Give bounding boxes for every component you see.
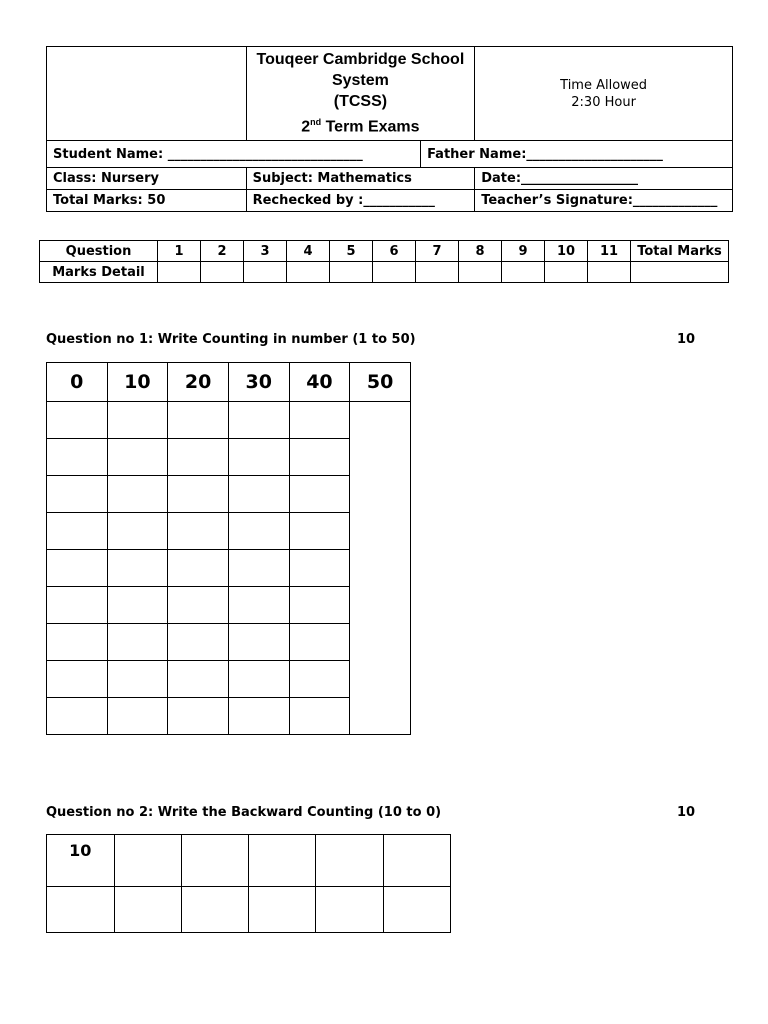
backward-grid-row — [47, 835, 451, 887]
backward-cell — [114, 835, 181, 887]
exam-term: 2nd Term Exams — [301, 117, 420, 136]
school-title-cell — [246, 47, 475, 141]
counting-grid — [46, 362, 411, 735]
marks-cell — [201, 262, 244, 283]
counting-cell — [107, 698, 168, 735]
backward-cell — [383, 835, 450, 887]
counting-grid-row — [47, 402, 411, 439]
question-number-8: 8 — [459, 241, 502, 262]
father-name-field: Father Name:_____________________ — [421, 141, 733, 168]
question-number-2: 2 — [201, 241, 244, 262]
marks-cell — [588, 262, 631, 283]
counting-grid-header — [47, 363, 411, 402]
counting-cell — [107, 439, 168, 476]
counting-cell — [107, 550, 168, 587]
total-marks-label: Total Marks — [631, 241, 729, 262]
counting-cell — [107, 402, 168, 439]
marks-cell — [459, 262, 502, 283]
rechecked-by-field: Rechecked by :___________ — [246, 190, 475, 212]
total-marks-cell — [631, 262, 729, 283]
question-number-10: 10 — [545, 241, 588, 262]
counting-cell — [228, 698, 289, 735]
counting-cell — [168, 661, 229, 698]
school-abbreviation: (TCSS) — [333, 93, 388, 111]
marks-cell — [373, 262, 416, 283]
counting-header-30: 30 — [228, 363, 289, 402]
marks-cell — [502, 262, 545, 283]
counting-cell — [289, 550, 350, 587]
counting-cell — [47, 476, 108, 513]
marks-question-row — [40, 241, 729, 262]
question-number-6: 6 — [373, 241, 416, 262]
backward-cell — [114, 887, 181, 933]
marks-cell — [416, 262, 459, 283]
question-number-9: 9 — [502, 241, 545, 262]
counting-header-50: 50 — [350, 363, 411, 402]
marks-detail-table — [39, 240, 729, 283]
counting-cell — [47, 550, 108, 587]
question-number-4: 4 — [287, 241, 330, 262]
counting-cell — [168, 550, 229, 587]
question-1-marks: 10 — [677, 332, 696, 347]
question-number-11: 11 — [588, 241, 631, 262]
total-marks-field: Total Marks: 50 — [47, 190, 247, 212]
backward-cell — [316, 835, 383, 887]
backward-first-cell: 10 — [47, 835, 115, 887]
counting-cell — [168, 476, 229, 513]
exam-header-table — [46, 46, 733, 212]
counting-cell — [228, 587, 289, 624]
marks-cell — [287, 262, 330, 283]
backward-cell — [383, 887, 450, 933]
counting-cell — [107, 587, 168, 624]
counting-cell — [168, 624, 229, 661]
backward-counting-grid — [46, 834, 451, 933]
counting-cell — [47, 513, 108, 550]
counting-cell — [289, 587, 350, 624]
subject-field: Subject: Mathematics — [246, 168, 475, 190]
counting-cell — [107, 624, 168, 661]
time-allowed-value: 2:30 Hour — [571, 94, 636, 110]
time-allowed-cell — [475, 47, 733, 141]
question-2-marks: 10 — [677, 805, 696, 820]
question-1-text: Question no 1: Write Counting in number (1 to 50) — [46, 332, 416, 347]
counting-cell — [107, 513, 168, 550]
counting-cell — [47, 661, 108, 698]
backward-cell — [316, 887, 383, 933]
counting-cell — [289, 513, 350, 550]
counting-cell — [47, 439, 108, 476]
time-allowed-label: Time Allowed — [560, 77, 648, 93]
counting-header-20: 20 — [168, 363, 229, 402]
marks-detail-row — [40, 262, 729, 283]
counting-cell — [47, 698, 108, 735]
counting-cell-fifty-column — [350, 402, 411, 735]
marks-cell — [330, 262, 373, 283]
backward-cell — [181, 887, 248, 933]
counting-cell — [228, 661, 289, 698]
counting-cell — [168, 513, 229, 550]
class-field: Class: Nursery — [47, 168, 247, 190]
counting-cell — [47, 587, 108, 624]
counting-header-10: 10 — [107, 363, 168, 402]
counting-header-0: 0 — [47, 363, 108, 402]
student-name-field: Student Name: ______________________________ — [47, 141, 421, 168]
marks-cell — [545, 262, 588, 283]
backward-cell — [47, 887, 115, 933]
counting-cell — [228, 439, 289, 476]
logo-cell — [47, 47, 247, 141]
marks-cell — [158, 262, 201, 283]
question-2-text: Question no 2: Write the Backward Counting (10 to 0) — [46, 805, 442, 820]
counting-cell — [107, 476, 168, 513]
question-number-7: 7 — [416, 241, 459, 262]
counting-cell — [289, 402, 350, 439]
teacher-signature-field: Teacher’s Signature:_____________ — [475, 190, 733, 212]
counting-cell — [228, 624, 289, 661]
marks-detail-label: Marks Detail — [40, 262, 158, 283]
counting-cell — [47, 624, 108, 661]
counting-cell — [228, 550, 289, 587]
date-field: Date:__________________ — [475, 168, 733, 190]
counting-cell — [228, 513, 289, 550]
counting-cell — [289, 661, 350, 698]
counting-cell — [168, 587, 229, 624]
counting-header-40: 40 — [289, 363, 350, 402]
counting-cell — [47, 402, 108, 439]
backward-cell — [181, 835, 248, 887]
question-number-1: 1 — [158, 241, 201, 262]
counting-cell — [228, 402, 289, 439]
backward-grid-row — [47, 887, 451, 933]
counting-cell — [228, 476, 289, 513]
counting-cell — [168, 402, 229, 439]
school-name: Touqeer Cambridge School System — [256, 51, 465, 90]
question-label: Question — [40, 241, 158, 262]
question-number-3: 3 — [244, 241, 287, 262]
counting-cell — [289, 624, 350, 661]
counting-cell — [289, 698, 350, 735]
counting-cell — [168, 698, 229, 735]
backward-cell — [249, 887, 316, 933]
counting-cell — [168, 439, 229, 476]
marks-cell — [244, 262, 287, 283]
question-number-5: 5 — [330, 241, 373, 262]
counting-cell — [107, 661, 168, 698]
backward-cell — [249, 835, 316, 887]
counting-cell — [289, 439, 350, 476]
counting-cell — [289, 476, 350, 513]
